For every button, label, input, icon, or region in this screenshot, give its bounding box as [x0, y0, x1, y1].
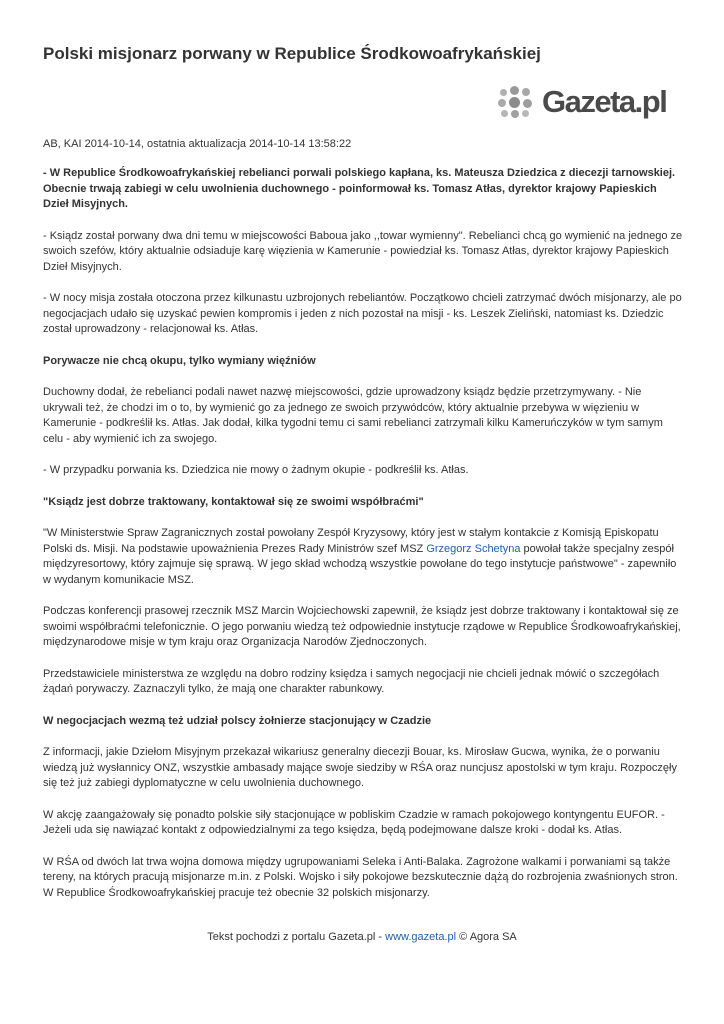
paragraph: - W przypadku porwania ks. Dziedzica nie mowy o żadnym okupie - podkreślił ks. Atłas.: [43, 464, 469, 476]
footer-text: Tekst pochodzi z portalu Gazeta.pl -: [207, 931, 386, 943]
paragraph: W akcję zaangażowały się ponadto polskie siły stacjonujące w pobliskim Czadzie w ramach pokojowego kontyngentu EUFOR. - Jeżeli uda się nawiązać kontakt z odpowiedzialnymi za tego księdza, będą podejmowane dalsze kroki - dodał ks. Atłas.: [43, 808, 665, 836]
article-meta: AB, KAI 2014-10-14, ostatnia aktualizacja 2014-10-14 13:58:22: [43, 138, 352, 150]
gazeta-link[interactable]: www.gazeta.pl: [385, 931, 457, 943]
section-heading: "Ksiądz jest dobrze traktowany, kontaktował się ze swoimi współbraćmi": [43, 495, 424, 508]
schetyna-link[interactable]: Grzegorz Schetyna: [426, 542, 521, 555]
paragraph: [43, 526, 683, 588]
paragraph: Z informacji, jakie Dziełom Misyjnym przekazał wikariusz generalny diecezji Bouar, ks. Mirosław Gucwa, wynika, że o porwaniu wiedzą już wysłannicy ONZ, wszystkie ambasady mające swoje siedziby w RŚA oraz nuncjusz apostolski w tym kraju. Rozpoczęły się też już zabiegi dyplomatyczne w celu uwolnienia duchownego.: [43, 746, 677, 789]
article-title: Polski misjonarz porwany w Republice Środkowoafrykańskiej: [43, 44, 541, 63]
footer-copyright: © Agora SA: [456, 931, 517, 943]
section-heading: W negocjacjach wezmą też udział polscy żołnierze stacjonujący w Czadzie: [43, 714, 432, 727]
paragraph: Duchowny dodał, że rebelianci podali nawet nazwę miejscowości, gdzie uprowadzony ksiądz będzie przetrzymywany. - Nie ukrywali też, że chodzi im o to, by wymienić go za jednego ze swoich przywódców, który aktualnie przebywa w więzieniu w Kamerunie - podkreślił ks. Atłas. Jak dodał, kilka tygodni temu ci sami rebelianci zatrzymali kilku Kameruńczyków w tym samym celu - aby wymienić ich za swojego.: [43, 386, 663, 445]
paragraph: - Ksiądz został porwany dwa dni temu w miejscowości Baboua jako ,,towar wymienny". Rebelianci chcą go wymienić na jednego ze swoich szefów, który aktualnie odsiaduje karę więzienia w Kamerunie - powiedział ks. Tomasz Atłas, dyrektor krajowy Papieskich Dzieł Misyjnych.: [43, 229, 683, 273]
page-footer: [0, 931, 724, 943]
paragraph: Podczas konferencji prasowej rzecznik MSZ Marcin Wojciechowski zapewnił, że ksiądz jest dobrze traktowany i kontaktował się ze swoimi współbraćmi telefonicznie. O jego porwaniu wiedzą też odpowiednie instytucje rządowe w Republice Środkowoafrykańskiej, międzynarodowe misje w tym kraju oraz Organizacja Narodów Zjednoczonych.: [43, 605, 681, 648]
paragraph-text: "W Ministerstwie Spraw Zagranicznych został powołany Zespół Kryzysowy, który jest w stałym kontakcie z Komisją Episkopatu Polski ds. Misji. Na podstawie upoważnienia Prezes Rady Ministrów szef MSZ: [43, 527, 659, 555]
gazeta-logo: [498, 84, 684, 120]
paragraph: W RŚA od dwóch lat trwa wojna domowa między ugrupowaniami Seleka i Anti-Balaka. Zagrożone walkami i porwaniami są także tereny, na których pracują misjonarze m.in. z Polski. Wojsko i siły pokojowe bezskutecznie dążą do rozbrojenia zwaśnionych stron. W Republice Środkowoafrykańskiej pracuje też obecnie 32 polskich misjonarzy.: [43, 855, 678, 899]
logo-dots-icon: [498, 84, 540, 120]
article-lead: - W Republice Środkowoafrykańskiej rebelianci porwali polskiego kapłana, ks. Mateusza Dziedzica z diecezji tarnowskiej. Obecnie trwają zabiegi w celu uwolnienia duchownego - poinformował ks. Tomasz Atłas, dyrektor krajowy Papieskich Dzieł Misyjnych.: [43, 167, 676, 210]
section-heading: Porywacze nie chcą okupu, tylko wymiany więźniów: [43, 354, 316, 367]
logo-wordmark: Gazeta.pl: [542, 84, 667, 119]
paragraph-text: powołał także specjalny zespół międzyresortowy, który zajmuje się sprawą. W jego skład wchodzą wszystkie powołane do tego instytucje państwowe" - zapewniło w wydanym komunikacie MSZ.: [43, 542, 677, 586]
paragraph: Przedstawiciele ministerstwa ze względu na dobro rodziny księdza i samych negocjacji nie chcieli jednak mówić o szczegółach żądań porywaczy. Zaznaczyli tylko, że mają one charakter rabunkowy.: [43, 667, 660, 695]
paragraph: - W nocy misja została otoczona przez kilkunastu uzbrojonych rebeliantów. Początkowo chcieli zatrzymać dwóch misjonarzy, ale po negocjacjach udało się uzyskać pewien kompromis i jeden z nich pozostał na misji - ks. Leszek Zieliński, natomiast ks. Dziedzic został uprowadzony - relacjonował ks. Atłas.: [43, 292, 682, 335]
article-body: [43, 166, 683, 917]
